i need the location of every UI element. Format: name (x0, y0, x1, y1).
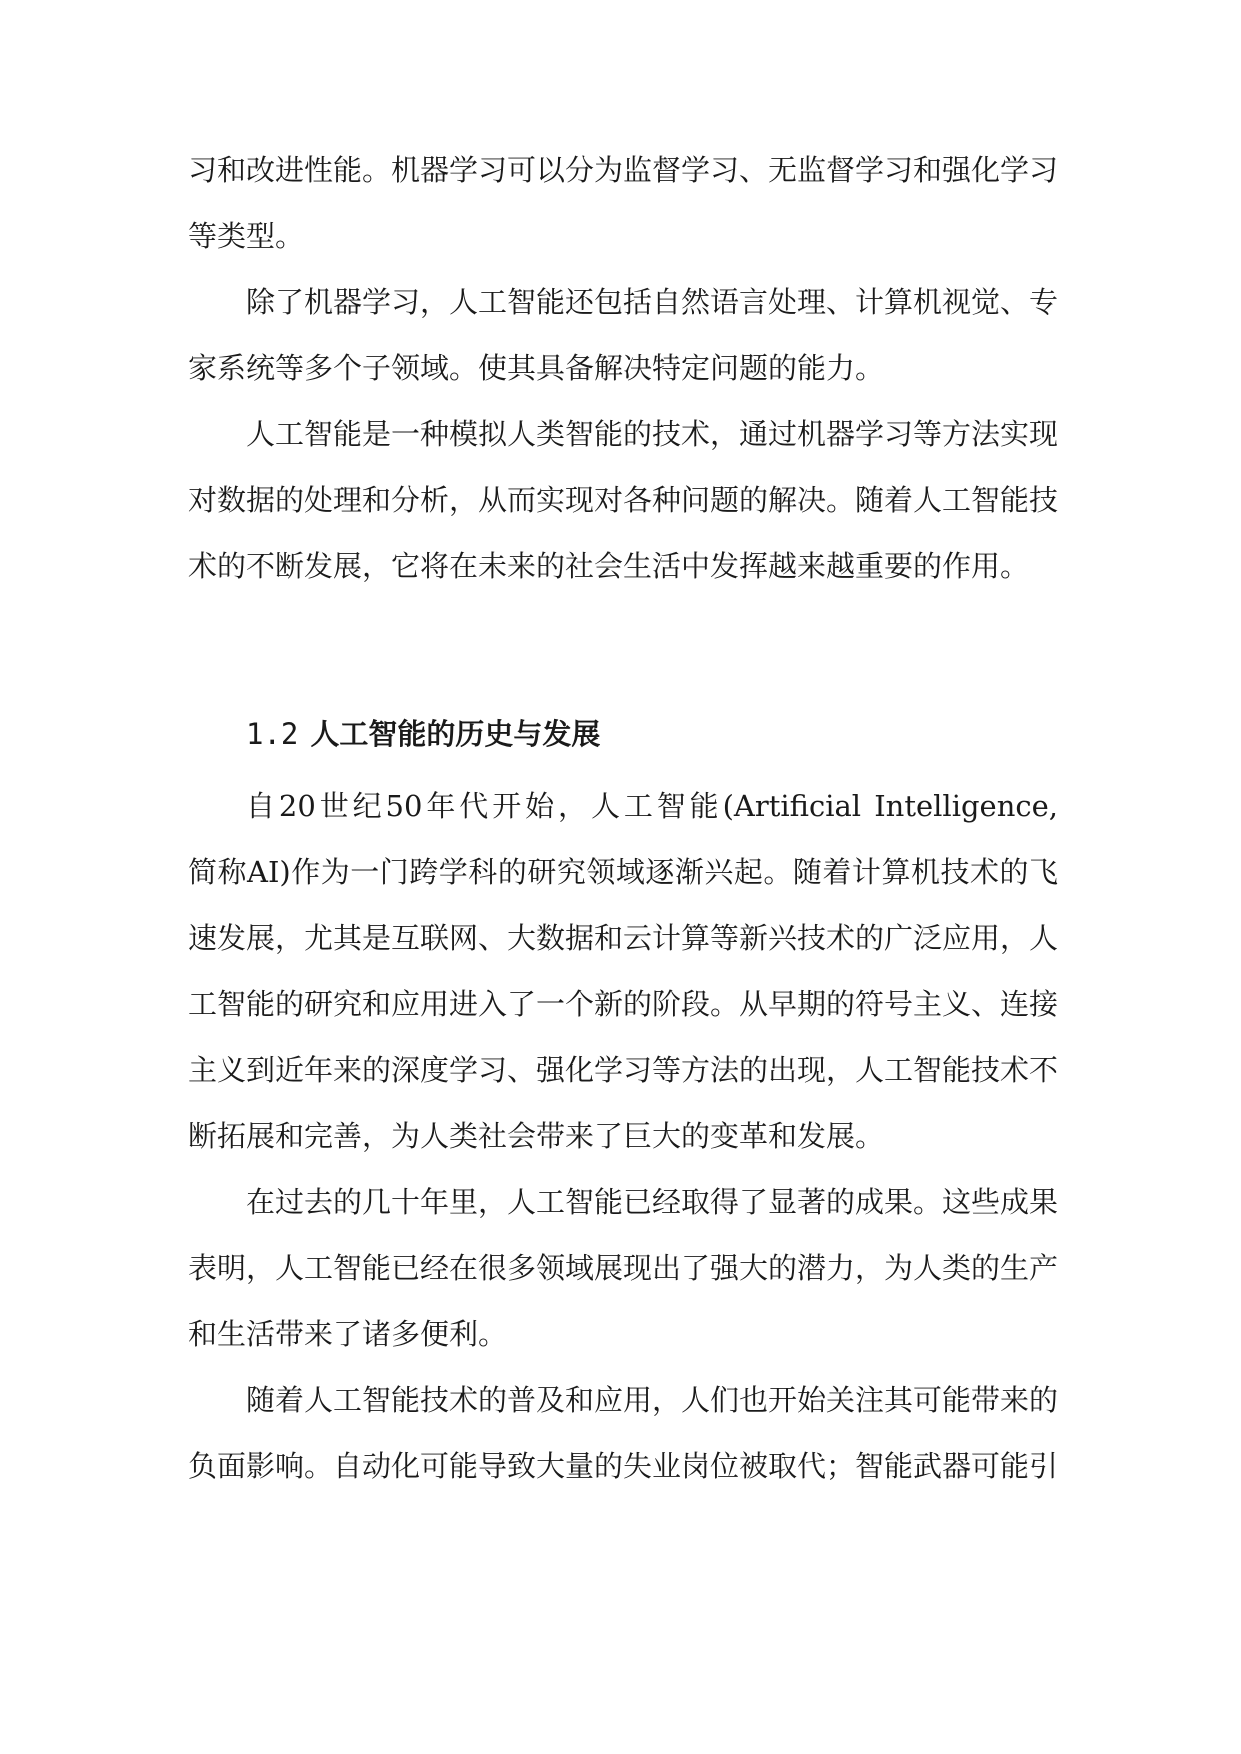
section-number: 1.2 (246, 717, 299, 751)
paragraph-line: 除了机器学习，人工智能还包括自然语言处理、计算机视觉、专 (246, 285, 1059, 319)
paragraph-line: 工智能的研究和应用进入了一个新的阶段。从早期的符号主义、连接 (188, 987, 1059, 1021)
paragraph-line: 简称AI)作为一门跨学科的研究领域逐渐兴起。随着计算机技术的飞 (188, 855, 1058, 889)
paragraph-line: 人工智能是一种模拟人类智能的技术，通过机器学习等方法实现 (246, 417, 1059, 451)
paragraph-line: 术的不断发展，它将在未来的社会生活中发挥越来越重要的作用。 (188, 549, 1030, 583)
paragraph-line: 对数据的处理和分析，从而实现对各种问题的解决。随着人工智能技 (188, 483, 1059, 517)
paragraph-line: 断拓展和完善，为人类社会带来了巨大的变革和发展。 (188, 1119, 885, 1153)
paragraph-line: 表明，人工智能已经在很多领域展现出了强大的潜力，为人类的生产 (188, 1251, 1059, 1285)
paragraph-line: 主义到近年来的深度学习、强化学习等方法的出现，人工智能技术不 (188, 1053, 1059, 1087)
paragraph-line: 习和改进性能。机器学习可以分为监督学习、无监督学习和强化学习 (188, 153, 1059, 187)
paragraph-line: 家系统等多个子领域。使其具备解决特定问题的能力。 (188, 351, 885, 385)
paragraph-line: 速发展，尤其是互联网、大数据和云计算等新兴技术的广泛应用，人 (188, 921, 1059, 955)
paragraph-line: 负面影响。自动化可能导致大量的失业岗位被取代；智能武器可能引 (188, 1449, 1059, 1483)
paragraph-line: 自20世纪50年代开始，人工智能(Artificial Intelligence, (246, 789, 1058, 823)
section-title: 人工智能的历史与发展 (310, 717, 601, 751)
section-heading (246, 714, 600, 754)
paragraph-line: 随着人工智能技术的普及和应用，人们也开始关注其可能带来的 (246, 1383, 1059, 1417)
paragraph-line: 等类型。 (188, 219, 305, 253)
paragraph-line: 和生活带来了诸多便利。 (188, 1317, 508, 1351)
paragraph-line: 在过去的几十年里，人工智能已经取得了显著的成果。这些成果 (246, 1185, 1059, 1219)
